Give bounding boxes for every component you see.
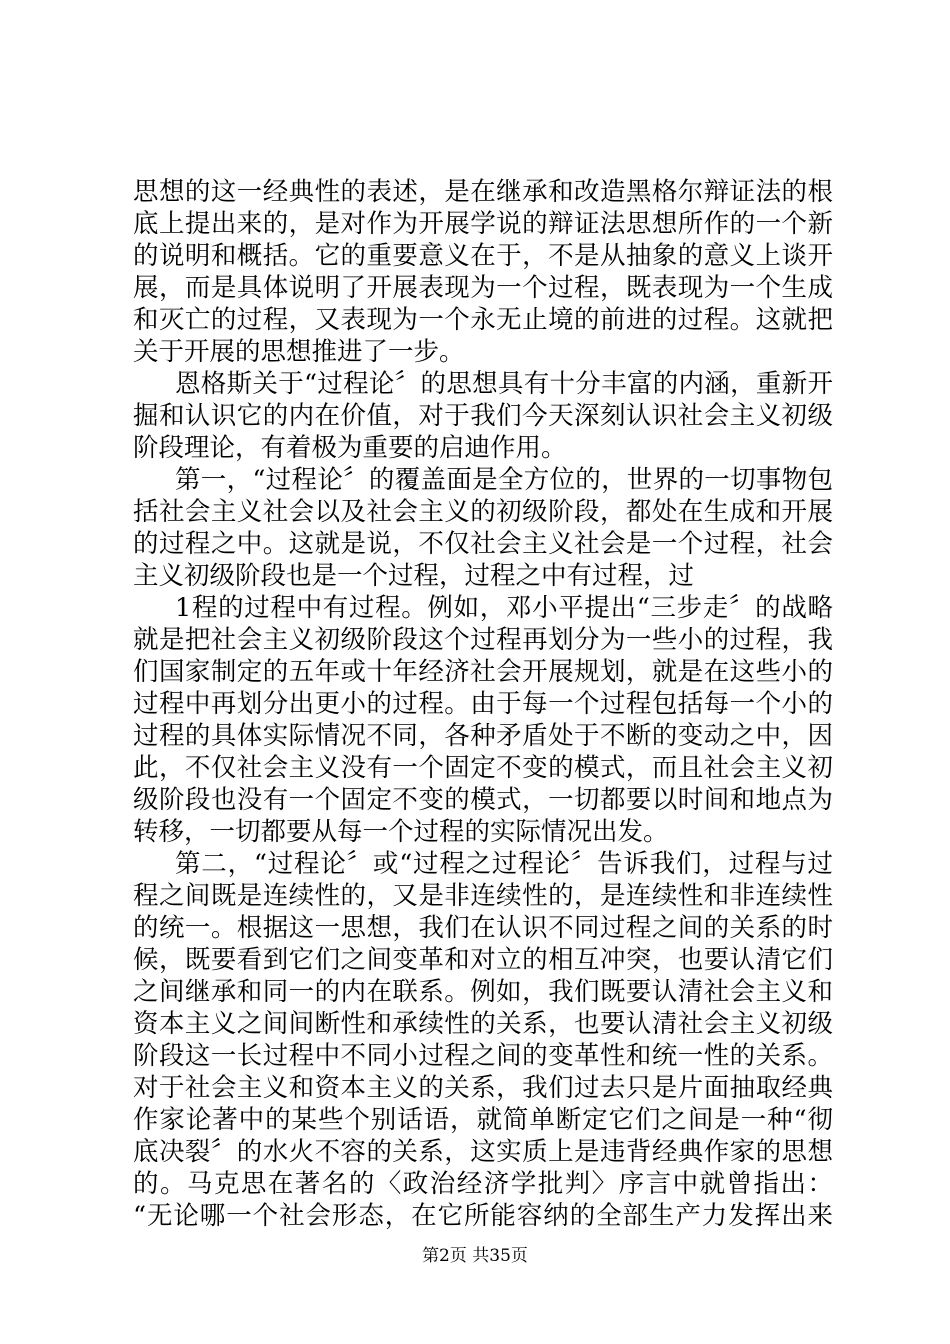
text-line: 们国家制定的五年或十年经济社会开展规划，就是在这些小的	[133, 657, 833, 687]
text-line: 的。马克思在著名的〈政治经济学批判〉序言中就曾指出：	[133, 1169, 833, 1199]
text-line: 和灭亡的过程，又表现为一个永无止境的前进的过程。这就把	[133, 305, 833, 335]
text-line: 作家论著中的某些个别话语，就简单断定它们之间是一种“彻	[133, 1105, 833, 1135]
text-line: 过程的具体实际情况不同，各种矛盾处于不断的变动之中，因	[133, 721, 833, 751]
text-line: 候，既要看到它们之间变革和对立的相互冲突，也要认清它们	[133, 945, 833, 975]
text-line: 此，不仅社会主义没有一个固定不变的模式，而且社会主义初	[133, 753, 833, 783]
paragraph-start-line: 1程的过程中有过程。例如，邓小平提出“三步走〞的战略	[175, 593, 833, 623]
text-line: “无论哪一个社会形态，在它所能容纳的全部生产力发挥出来	[133, 1201, 833, 1231]
text-line: 主义初级阶段也是一个过程，过程之中有过程，过	[133, 561, 695, 591]
text-line: 底上提出来的，是对作为开展学说的辩证法思想所作的一个新	[133, 209, 833, 239]
text-line: 对于社会主义和资本主义的关系，我们过去只是片面抽取经典	[133, 1073, 833, 1103]
text-line: 的统一。根据这一思想，我们在认识不同过程之间的关系的时	[133, 913, 833, 943]
text-line: 过程中再划分出更小的过程。由于每一个过程包括每一个小的	[133, 689, 833, 719]
text-line: 展，而是具体说明了开展表现为一个过程，既表现为一个生成	[133, 273, 833, 303]
paragraph-start-line: 第一，“过程论〞的覆盖面是全方位的，世界的一切事物包	[175, 465, 833, 495]
text-line: 级阶段也没有一个固定不变的模式，一切都要以时间和地点为	[133, 785, 833, 815]
text-line: 阶段这一长过程中不同小过程之间的变革性和统一性的关系。	[133, 1041, 833, 1071]
text-line: 的说明和概括。它的重要意义在于，不是从抽象的意义上谈开	[133, 241, 833, 271]
text-line: 思想的这一经典性的表述，是在继承和改造黑格尔辩证法的根	[133, 177, 833, 207]
paragraph-start-line: 恩格斯关于“过程论〞的思想具有十分丰富的内涵，重新开	[175, 369, 833, 399]
text-line: 掘和认识它的内在价值，对于我们今天深刻认识社会主义初级	[133, 401, 833, 431]
text-line: 底决裂〞的水火不容的关系，这实质上是违背经典作家的思想	[133, 1137, 833, 1167]
text-line: 程之间既是连续性的，又是非连续性的，是连续性和非连续性	[133, 881, 833, 911]
text-line: 阶段理论，有着极为重要的启迪作用。	[133, 433, 567, 463]
text-line: 的过程之中。这就是说，不仅社会主义社会是一个过程，社会	[133, 529, 833, 559]
page-number-footer: 第2页 共35页	[422, 1246, 528, 1266]
text-line: 转移，一切都要从每一个过程的实际情况出发。	[133, 817, 669, 847]
text-line: 就是把社会主义初级阶段这个过程再划分为一些小的过程，我	[133, 625, 833, 655]
text-line: 资本主义之间间断性和承续性的关系，也要认清社会主义初级	[133, 1009, 833, 1039]
text-line: 之间继承和同一的内在联系。例如，我们既要认清社会主义和	[133, 977, 833, 1007]
paragraph-start-line: 第二，“过程论〞或“过程之过程论〞告诉我们，过程与过	[175, 849, 833, 879]
text-line: 括社会主义社会以及社会主义的初级阶段，都处在生成和开展	[133, 497, 833, 527]
text-line: 关于开展的思想推进了一步。	[133, 337, 465, 367]
